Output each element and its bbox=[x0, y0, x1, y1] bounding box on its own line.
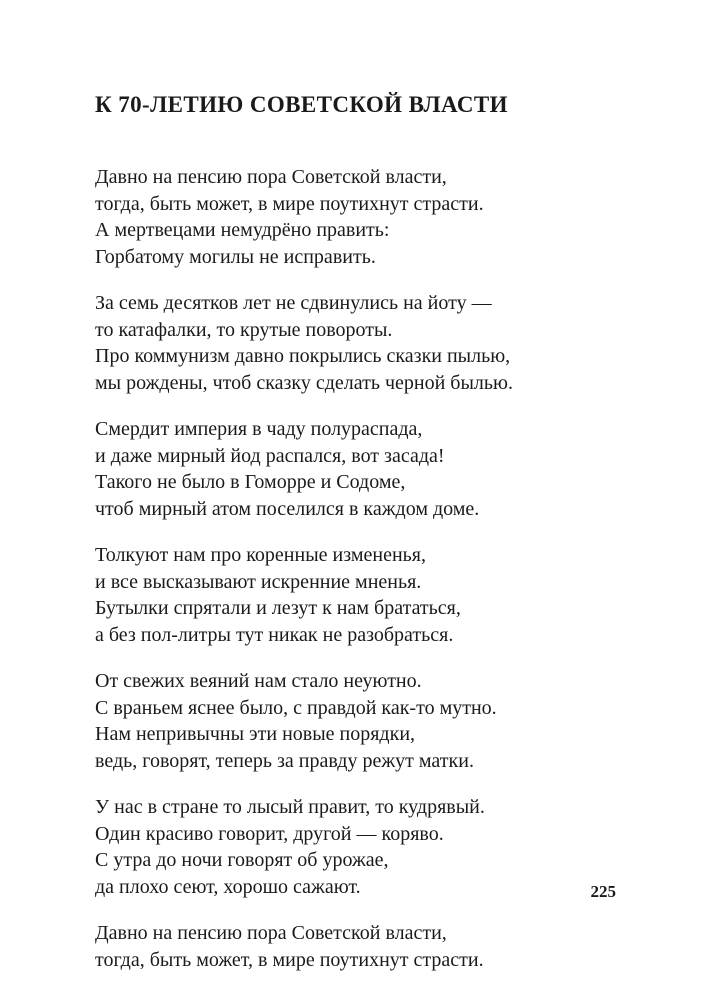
poem-line: А мертвецами немудрёно править: bbox=[95, 219, 390, 241]
stanza-5 bbox=[95, 668, 655, 774]
poem-line: Бутылки спрятали и лезут к нам брататься, bbox=[95, 597, 461, 619]
stanza-4 bbox=[95, 542, 655, 648]
poem-line: С враньем яснее было, с правдой как-то мутно. bbox=[95, 696, 497, 719]
page-number: 225 bbox=[590, 882, 616, 901]
poem-line: Давно на пенсию пора Советской власти, bbox=[95, 166, 447, 188]
poem-line: и все высказывают искренние мненья. bbox=[95, 570, 422, 593]
poem-line: а без пол-литры тут никак не разобраться. bbox=[95, 623, 454, 646]
poem-line: Про коммунизм давно покрылись сказки пылью, bbox=[95, 345, 511, 367]
poem-line: чтоб мирный атом поселился в каждом доме. bbox=[95, 497, 480, 520]
poem-line: ведь, говорят, теперь за правду режут матки. bbox=[95, 749, 474, 772]
poem-line: Такого не было в Гоморре и Содоме, bbox=[95, 471, 406, 493]
poem-line: Нам непривычны эти новые порядки, bbox=[95, 723, 416, 745]
poem-line: Горбатому могилы не исправить. bbox=[95, 245, 376, 268]
poem-line: Смердит империя в чаду полураспада, bbox=[95, 418, 423, 440]
poem-line: С утра до ночи говорят об урожае, bbox=[95, 849, 389, 871]
poem-line: тогда, быть может, в мире поутихнут страсти. bbox=[95, 192, 484, 215]
stanza-7 bbox=[95, 920, 655, 973]
poem-line: Толкуют нам про коренные измененья, bbox=[95, 544, 426, 566]
stanza-2 bbox=[95, 290, 655, 396]
poem-line: тогда, быть может, в мире поутихнут страсти. bbox=[95, 948, 484, 971]
poem-line: У нас в стране то лысый правит, то кудрявый. bbox=[95, 796, 485, 818]
poem-body bbox=[95, 164, 655, 993]
poem-line: Давно на пенсию пора Советской власти, bbox=[95, 922, 447, 944]
poem-line: Один красиво говорит, другой — коряво. bbox=[95, 822, 444, 845]
poem-line: то катафалки, то крутые повороты. bbox=[95, 318, 393, 341]
poem-title: К 70-ЛЕТИЮ СОВЕТСКОЙ ВЛАСТИ bbox=[95, 92, 508, 117]
poem-line: От свежих веяний нам стало неуютно. bbox=[95, 670, 422, 692]
poem-line: За семь десятков лет не сдвинулись на йоту — bbox=[95, 292, 492, 314]
poem-line: и даже мирный йод распался, вот засада! bbox=[95, 444, 445, 467]
stanza-6 bbox=[95, 794, 655, 900]
stanza-3 bbox=[95, 416, 655, 522]
poem-line: да плохо сеют, хорошо сажают. bbox=[95, 875, 361, 898]
stanza-1 bbox=[95, 164, 655, 270]
poem-line: мы рождены, чтоб сказку сделать черной былью. bbox=[95, 371, 513, 394]
